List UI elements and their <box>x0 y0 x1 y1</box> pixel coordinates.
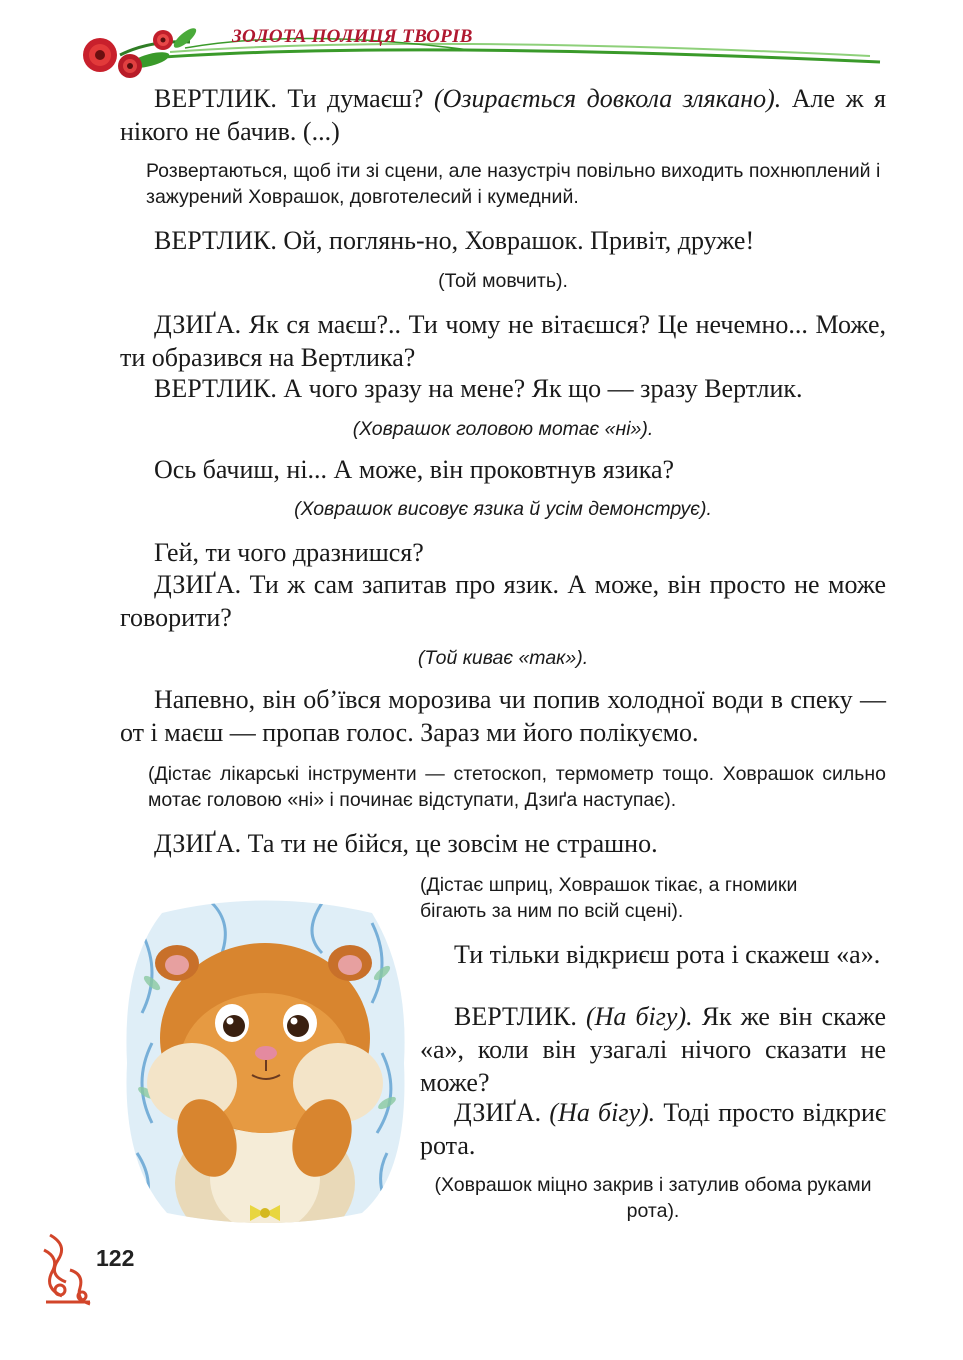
paragraph-3: ДЗИҐА. Як ся маєш?.. Ти чому не вітаєшся? Це нечемно... Може, ти образився на Вертлика? <box>120 310 886 372</box>
paragraph-12: ДЗИҐА. (На бігу). Тоді просто відкриє рота. <box>420 1098 887 1160</box>
paragraph-9: ДЗИҐА. Та ти не бійся, це зовсім не страшно. <box>154 829 658 858</box>
hamster-illustration <box>122 893 409 1225</box>
paragraph-1: ВЕРТЛИК. Ти думаєш? (Озирається довкола злякано). Але ж я нікого не бачив. (...) <box>120 84 887 146</box>
paragraph-4: ВЕРТЛИК. А чого зразу на мене? Як що — зразу Вертлик. <box>154 374 803 403</box>
corner-ornament-icon <box>40 1230 98 1310</box>
flower-decoration-icon <box>0 0 963 90</box>
paragraph-6: Гей, ти чого дразнишся? <box>154 538 424 567</box>
paragraph-5: Ось бачиш, ні... А може, він проковтнув язика? <box>154 455 675 484</box>
stage-direction-3: (Ховрашок головою мотає «ні»). <box>352 418 654 440</box>
stage-direction-7: (Дістає шприц, Ховрашок тікає, а гномики бігають за ним по всій сцені). <box>420 874 798 922</box>
paragraph-10: Ти тільки відкриєш рота і скажеш «а». <box>454 940 881 969</box>
page-header <box>0 0 963 90</box>
stage-direction-5: (Той киває «так»). <box>417 647 589 669</box>
stage-direction-2: (Той мовчить). <box>438 270 568 292</box>
paragraph-2: ВЕРТЛИК. Ой, поглянь-но, Ховрашок. Привіт, друже! <box>154 226 755 255</box>
page-number: 122 <box>96 1245 135 1271</box>
paragraph-8: Напевно, він об’ївся морозива чи попив холодної води в спеку — от і маєш — пропав голос. Зараз ми його полікуємо. <box>120 685 886 747</box>
stage-direction-6: (Дістає лікарські інструменти — стетоскоп, термометр тощо. Ховрашок сильно мотає головою «ні» і починає відступати, Дзиґа наступає). <box>148 763 886 811</box>
stage-direction-4: (Ховрашок висовує язика й усім демонструє). <box>294 498 712 520</box>
stage-direction-1: Розвертаються, щоб іти зі сцени, але назустріч повільно виходить похнюплений і зажурений Ховрашок, довготелесий і кумедний. <box>146 160 881 208</box>
stage-direction-8: (Ховрашок міцно закрив і затулив обома руками рота). <box>434 1174 872 1222</box>
section-title: ЗОЛОТА ПОЛИЦЯ ТВОРІВ <box>232 26 473 47</box>
paragraph-11: ВЕРТЛИК. (На бігу). Як же він скаже «а», коли він узагалі нічого сказати не може? <box>420 1002 887 1097</box>
paragraph-7: ДЗИҐА. Ти ж сам запитав про язик. А може, він просто не може говорити? <box>120 570 886 632</box>
